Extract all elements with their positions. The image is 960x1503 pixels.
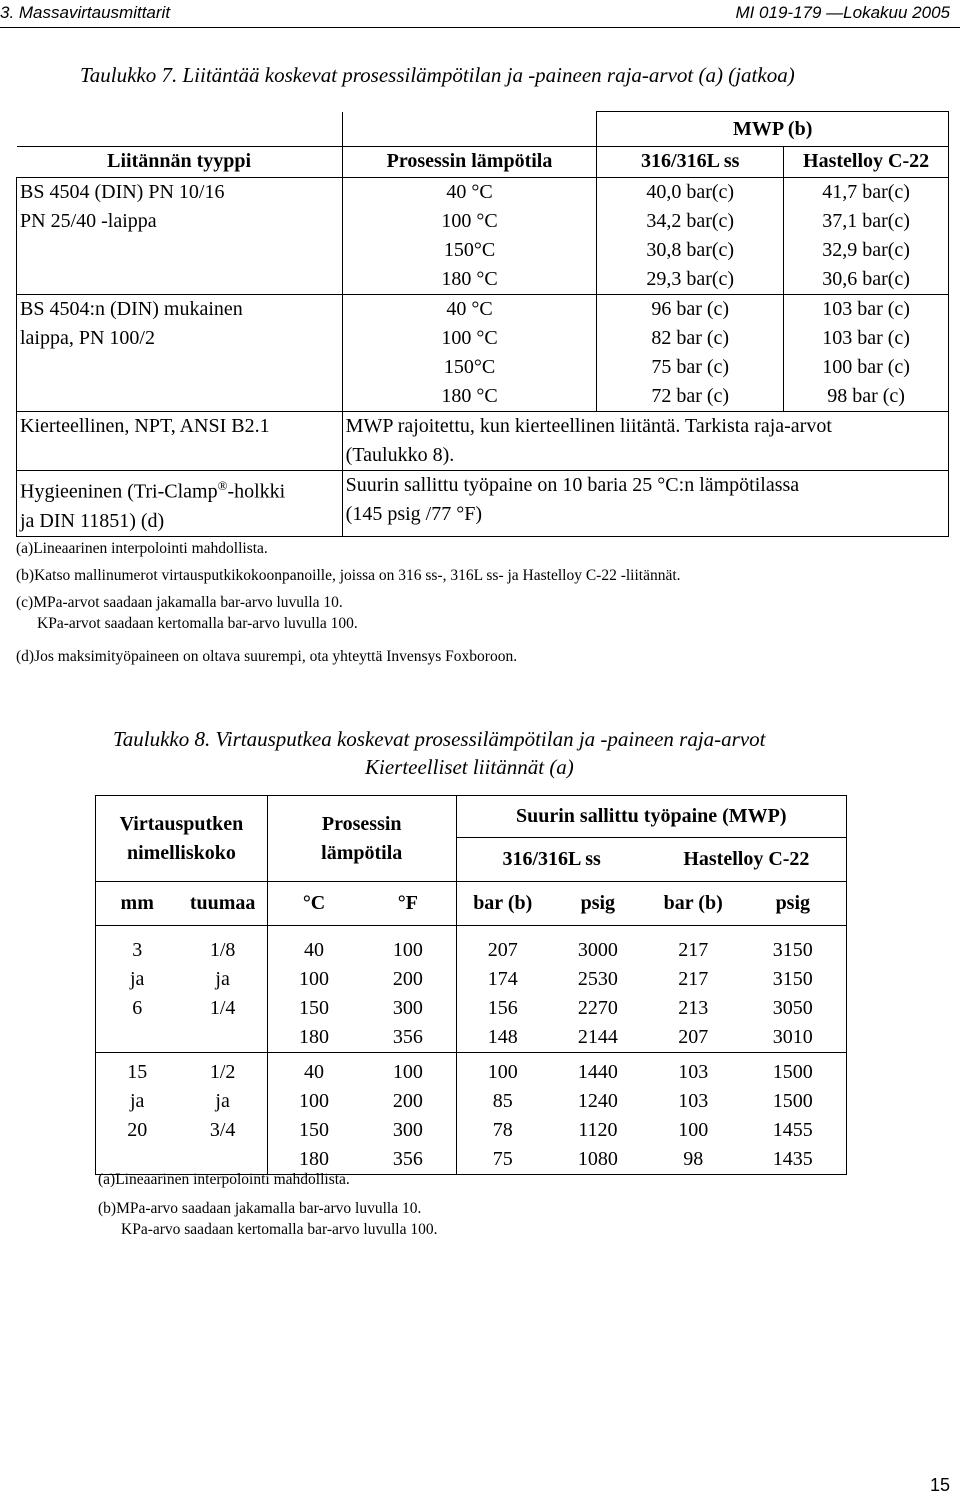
group2-type: [17, 295, 343, 412]
row4-type-text: -holkki: [227, 480, 286, 503]
row3-note-line: MWP rajoitettu, kun kierteellinen liitäntä. Tarkista raja-arvot: [345, 415, 832, 437]
cell: 85: [492, 1090, 513, 1112]
cell: 3000: [577, 939, 618, 961]
group2-ss: [597, 295, 784, 412]
temp-value: 180 °C: [441, 385, 498, 407]
head-size-line: nimelliskoko: [126, 841, 236, 864]
cell: 1/2: [209, 1061, 236, 1083]
g1-c: [267, 926, 360, 1053]
temp-value: 40 °C: [446, 298, 493, 320]
g2-ss-psig: [549, 1053, 647, 1175]
table7-caption: Taulukko 7. Liitäntää koskevat prosessilämpötilan ja -paineen raja-arvot (a) (jatkoa): [80, 63, 795, 87]
mwp-header: MWP (b): [597, 112, 949, 147]
cell: 3050: [772, 997, 813, 1019]
t7-footnote-c: (c)MPa-arvot saadaan jakamalla bar-arvo luvulla 10.: [16, 594, 343, 611]
cell: 200: [392, 968, 423, 990]
cell: 40: [304, 939, 325, 961]
cell: 100: [392, 1061, 423, 1083]
temp-value: 100 °C: [441, 210, 498, 232]
cell: 200: [392, 1090, 423, 1112]
row4-note-line: (145 psig /77 °F): [345, 503, 483, 525]
group2-type-line: laippa, PN 100/2: [20, 327, 155, 349]
cell: 1440: [577, 1061, 618, 1083]
cell: 75: [492, 1148, 513, 1170]
g1-h-bar: [647, 926, 740, 1053]
table7: [16, 111, 949, 537]
cell: 3150: [772, 939, 813, 961]
unit-ss-bar: bar (b): [456, 882, 549, 926]
cell: 100: [299, 968, 330, 990]
cell: 180: [299, 1026, 330, 1048]
header-right: MI 019-179 —Lokakuu 2005: [735, 3, 950, 22]
cell: 180: [299, 1148, 330, 1170]
page-header: [0, 0, 960, 28]
row4-type: [17, 471, 343, 537]
temp-value: 100 °C: [441, 327, 498, 349]
cell: 3010: [772, 1026, 813, 1048]
group1-ss: [597, 178, 784, 295]
cell: 78: [492, 1119, 513, 1141]
head-temp-line: lämpötila: [321, 841, 403, 864]
pressure-value: 103 bar (c): [822, 327, 910, 349]
pressure-value: 96 bar (c): [651, 298, 730, 320]
cell: 148: [487, 1026, 518, 1048]
cell: 150: [299, 997, 330, 1019]
cell: 100: [299, 1090, 330, 1112]
table8-caption-line1: Taulukko 8. Virtausputkea koskevat prosessilämpötilan ja -paineen raja-arvot: [113, 727, 766, 751]
g1-h-psig: [740, 926, 847, 1053]
unit-h-psig: psig: [740, 882, 847, 926]
cell: 20: [127, 1119, 148, 1141]
head-hast: Hastelloy C-22: [647, 838, 847, 882]
cell: 103: [678, 1061, 709, 1083]
head-size-line: Virtausputken: [119, 812, 244, 835]
row4-note-line: Suurin sallittu työpaine on 10 baria 25 °C:n lämpötilassa: [345, 474, 800, 496]
g1-mm: [96, 926, 179, 1053]
cell: 2270: [577, 997, 618, 1019]
registered-mark: ®: [217, 478, 228, 493]
cell: 3: [132, 939, 143, 961]
g2-ss-bar: [456, 1053, 549, 1175]
cell: 1455: [772, 1119, 813, 1141]
col-header-type: Liitännän tyyppi: [17, 147, 343, 178]
cell: 3/4: [209, 1119, 236, 1141]
cell: 98: [683, 1148, 704, 1170]
cell: 100: [678, 1119, 709, 1141]
unit-f: °F: [360, 882, 456, 926]
group1-type-line: PN 25/40 -laippa: [20, 210, 157, 232]
g1-inch: [178, 926, 267, 1053]
cell: 174: [487, 968, 518, 990]
temp-value: 150°C: [443, 239, 496, 261]
cell: 1/8: [209, 939, 236, 961]
g1-ss-psig: [549, 926, 647, 1053]
cell: 300: [392, 997, 423, 1019]
cell: 100: [487, 1061, 518, 1083]
cell: 213: [678, 997, 709, 1019]
g2-mm: [96, 1053, 179, 1175]
temp-value: 150°C: [443, 356, 496, 378]
t8-footnote-b2: KPa-arvo saadaan kertomalla bar-arvo luvulla 100.: [121, 1221, 438, 1238]
group1-hast: [784, 178, 949, 295]
t7-footnote-a: (a)Lineaarinen interpolointi mahdollista.: [16, 540, 268, 557]
table8-caption-line2: Kierteelliset liitännät (a): [365, 755, 574, 779]
table8: [95, 795, 847, 1175]
t8-footnote-b: (b)MPa-arvo saadaan jakamalla bar-arvo luvulla 10.: [98, 1200, 422, 1217]
cell: 2530: [577, 968, 618, 990]
temp-value: 40 °C: [446, 181, 493, 203]
pressure-value: 34,2 bar(c): [646, 210, 735, 232]
cell: 356: [392, 1026, 423, 1048]
group2-type-line: BS 4504:n (DIN) mukainen: [20, 298, 243, 320]
cell: 300: [392, 1119, 423, 1141]
pressure-value: 103 bar (c): [822, 298, 910, 320]
head-ss: 316/316L ss: [456, 838, 647, 882]
cell: 1500: [772, 1061, 813, 1083]
cell: 103: [678, 1090, 709, 1112]
cell: 40: [304, 1061, 325, 1083]
g2-h-bar: [647, 1053, 740, 1175]
temp-value: 180 °C: [441, 268, 498, 290]
pressure-value: 30,8 bar(c): [646, 239, 735, 261]
t7-footnote-b: (b)Katso mallinumerot virtausputkikokoonpanoille, joissa on 316 ss-, 316L ss- ja Hastelloy C-22 -liitännät.: [16, 567, 681, 584]
cell: 100: [392, 939, 423, 961]
t8-footnote-a: (a)Lineaarinen interpolointi mahdollista.: [98, 1171, 350, 1188]
cell: 150: [299, 1119, 330, 1141]
unit-ss-psig: psig: [549, 882, 647, 926]
row3-type: Kierteellinen, NPT, ANSI B2.1: [17, 412, 343, 471]
col-header-ss: 316/316L ss: [597, 147, 784, 178]
row3-note-line: (Taulukko 8).: [345, 444, 455, 466]
head-mwp: Suurin sallittu työpaine (MWP): [456, 796, 846, 838]
row4-type-line: ja DIN 11851) (d): [20, 509, 165, 532]
pressure-value: 29,3 bar(c): [646, 268, 735, 290]
cell: 15: [127, 1061, 148, 1083]
pressure-value: 30,6 bar(c): [822, 268, 910, 290]
cell: ja: [215, 1090, 230, 1112]
cell: 207: [487, 939, 518, 961]
cell: 207: [678, 1026, 709, 1048]
g2-inch: [178, 1053, 267, 1175]
cell: 156: [487, 997, 518, 1019]
pressure-value: 98 bar (c): [827, 385, 905, 407]
g2-f: [360, 1053, 456, 1175]
group1-type-line: BS 4504 (DIN) PN 10/16: [20, 181, 225, 203]
unit-mm: mm: [96, 882, 179, 926]
cell: ja: [215, 968, 230, 990]
pressure-value: 82 bar (c): [651, 327, 730, 349]
t7-footnote-d: (d)Jos maksimityöpaineen on oltava suurempi, ota yhteyttä Invensys Foxboroon.: [16, 648, 518, 665]
pressure-value: 41,7 bar(c): [822, 181, 910, 203]
cell: ja: [129, 968, 145, 990]
t7-footnote-c2: KPa-arvot saadaan kertomalla bar-arvo luvulla 100.: [37, 615, 358, 632]
cell: 1435: [772, 1148, 813, 1170]
page-number: 15: [929, 1475, 950, 1495]
unit-inch: tuumaa: [178, 882, 267, 926]
pressure-value: 32,9 bar(c): [822, 239, 910, 261]
pressure-value: 40,0 bar(c): [646, 181, 735, 203]
pressure-value: 37,1 bar(c): [822, 210, 910, 232]
cell: 217: [678, 939, 709, 961]
pressure-value: 72 bar (c): [651, 385, 730, 407]
group1-temps: [342, 178, 597, 295]
row4-type-text: Hygieeninen (Tri-Clamp: [20, 480, 218, 503]
header-rule: [0, 27, 960, 28]
header-left: 3. Massavirtausmittarit: [0, 3, 171, 22]
row3-note: [342, 412, 948, 471]
group1-type: [17, 178, 343, 295]
cell: 2144: [577, 1026, 618, 1048]
g2-c: [267, 1053, 360, 1175]
col-header-temp: Prosessin lämpötila: [342, 147, 597, 178]
pressure-value: 75 bar (c): [651, 356, 730, 378]
cell: 6: [132, 997, 143, 1019]
cell: 356: [392, 1148, 423, 1170]
row4-note: [342, 471, 948, 537]
g1-ss-bar: [456, 926, 549, 1053]
cell: 217: [678, 968, 709, 990]
unit-c: °C: [267, 882, 360, 926]
head-size: [96, 796, 268, 882]
head-temp-line: Prosessin: [321, 812, 402, 835]
head-temp: [267, 796, 456, 882]
unit-h-bar: bar (b): [647, 882, 740, 926]
group2-temps: [342, 295, 597, 412]
group2-hast: [784, 295, 949, 412]
cell: 1080: [577, 1148, 618, 1170]
cell: 3150: [772, 968, 813, 990]
cell: 1500: [772, 1090, 813, 1112]
cell: 1120: [578, 1119, 618, 1141]
pressure-value: 100 bar (c): [822, 356, 910, 378]
cell: 1/4: [209, 997, 236, 1019]
g1-f: [360, 926, 456, 1053]
cell: ja: [129, 1090, 145, 1112]
cell: 1240: [577, 1090, 618, 1112]
g2-h-psig: [740, 1053, 847, 1175]
col-header-hast: Hastelloy C-22: [784, 147, 949, 178]
